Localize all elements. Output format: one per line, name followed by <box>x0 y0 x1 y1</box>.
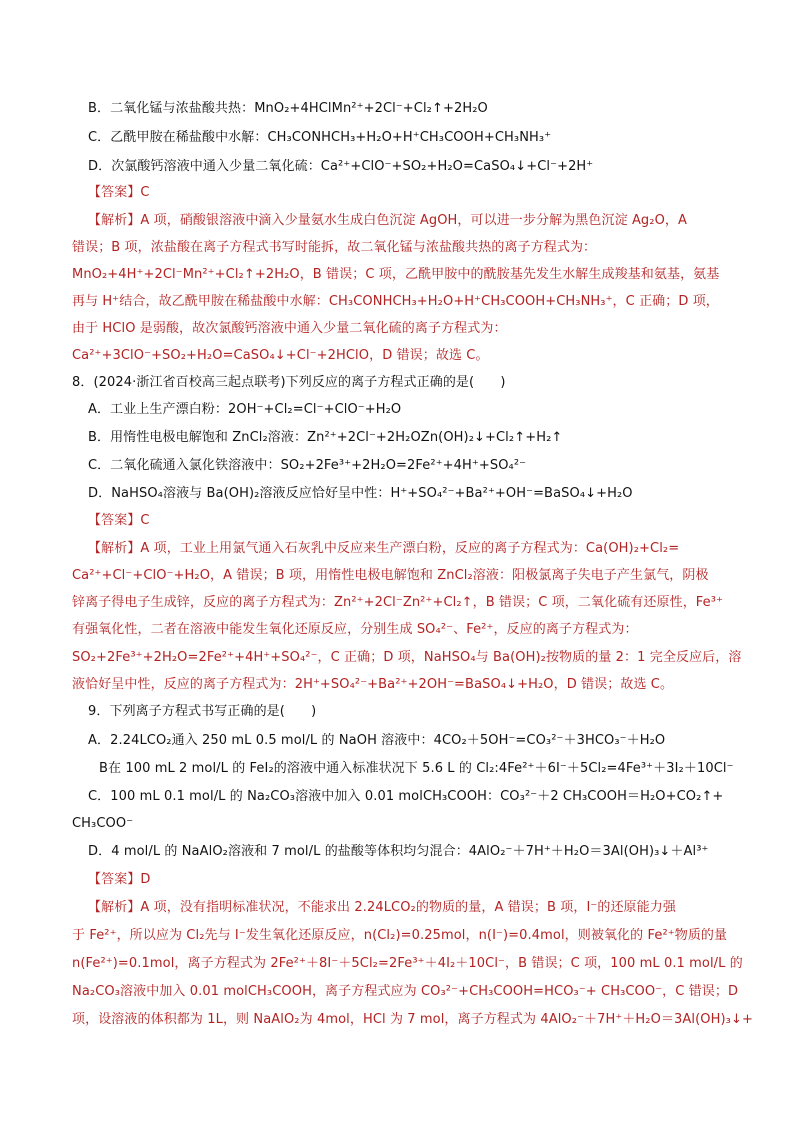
answer-line: 【答案】C <box>88 185 150 200</box>
explanation-line: SO₂+2Fe³⁺+2H₂O=2Fe²⁺+4H⁺+SO₄²⁻，C 正确；D 项，NaHSO₄与 Ba(OH)₂按物质的量 2：1 完全反应后，溶 <box>72 650 742 665</box>
option-d-line: D．4 mol/L 的 NaAlO₂溶液和 7 mol/L 的盐酸等体积均匀混合：4AlO₂⁻＋7H⁺＋H₂O＝3Al(OH)₃↓＋Al³⁺ <box>88 844 709 859</box>
option-a-line: A．工业上生产漂白粉：2OH⁻+Cl₂=Cl⁻+ClO⁻+H₂O <box>88 402 402 417</box>
explanation-line: Ca²⁺+Cl⁻+ClO⁻+H₂O，A 错误；B 项，用惰性电极电解饱和 ZnCl₂溶液：阳极氯离子失电子产生氯气，阴极 <box>72 568 709 583</box>
option-c-line: C．100 mL 0.1 mol/L 的 Na₂CO₃溶液中加入 0.01 molCH₃COOH：CO₃²⁻＋2 CH₃COOH＝H₂O+CO₂↑+ <box>88 789 724 804</box>
option-d-line: D．次氯酸钙溶液中通入少量二氧化硫：Ca²⁺+ClO⁻+SO₂+H₂O=CaSO₄↓+Cl⁻+2H⁺ <box>88 159 594 174</box>
explanation-line: 项，设溶液的体积都为 1L，则 NaAlO₂为 4mol，HCl 为 7 mol，离子方程式为 4AlO₂⁻＋7H⁺＋H₂O＝3Al(OH)₃↓+ <box>72 1012 753 1027</box>
explanation-line: 有强氧化性，二者在溶液中能发生氧化还原反应，分别生成 SO₄²⁻、Fe²⁺，反应的离子方程式为： <box>72 622 638 637</box>
explanation-line: 于 Fe²⁺，所以应为 Cl₂先与 I⁻发生氧化还原反应，n(Cl₂)=0.25mol，n(I⁻)=0.4mol，则被氧化的 Fe²⁺物质的量 <box>72 928 728 943</box>
option-b-line: B．二氧化锰与浓盐酸共热：MnO₂+4HClMn²⁺+2Cl⁻+Cl₂↑+2H₂O <box>88 101 488 116</box>
explanation-line: 再与 H⁺结合，故乙酰甲胺在稀盐酸中水解：CH₃CONHCH₃+H₂O+H⁺CH₃COOH+CH₃NH₃⁺，C 正确；D 项， <box>72 294 719 309</box>
option-d-line: D．NaHSO₄溶液与 Ba(OH)₂溶液反应恰好呈中性：H⁺+SO₄²⁻+Ba²⁺+OH⁻=BaSO₄↓+H₂O <box>88 486 633 501</box>
option-c-line: C．二氧化硫通入氯化铁溶液中：SO₂+2Fe³⁺+2H₂O=2Fe²⁺+4H⁺+SO₄²⁻ <box>88 458 527 473</box>
explanation-line: 错误；B 项，浓盐酸在离子方程式书写时能拆，故二氧化锰与浓盐酸共热的离子方程式为： <box>72 240 597 255</box>
option-c-continuation: CH₃COO⁻ <box>72 816 134 831</box>
option-c-line: C．乙酰甲胺在稀盐酸中水解：CH₃CONHCH₃+H₂O+H⁺CH₃COOH+CH₃NH₃⁺ <box>88 130 552 145</box>
answer-line: 【答案】C <box>88 513 150 528</box>
explanation-line: 【解析】A 项，工业上用氯气通入石灰乳中反应来生产漂白粉，反应的离子方程式为：Ca(OH)₂+Cl₂= <box>88 541 680 556</box>
explanation-line: 锌离子得电子生成锌，反应的离子方程式为：Zn²⁺+2Cl⁻Zn²⁺+Cl₂↑，B 错误；C 项，二氧化硫有还原性，Fe³⁺ <box>72 595 724 610</box>
explanation-line: 【解析】A 项，硝酸银溶液中滴入少量氨水生成白色沉淀 AgOH，可以进一步分解为黑色沉淀 Ag₂O，A <box>88 213 688 228</box>
explanation-line: 液恰好呈中性，反应的离子方程式为：2H⁺+SO₄²⁻+Ba²⁺+2OH⁻=BaSO₄↓+H₂O，D 错误；故选 C。 <box>72 677 674 692</box>
option-b-line: B．用惰性电极电解饱和 ZnCl₂溶液：Zn²⁺+2Cl⁻+2H₂OZn(OH)₂↓+Cl₂↑+H₂↑ <box>88 430 563 445</box>
option-b-line: B在 100 mL 2 mol/L 的 FeI₂的溶液中通入标准状况下 5.6 L 的 Cl₂:4Fe²⁺＋6I⁻＋5Cl₂=4Fe³⁺＋3I₂＋10Cl⁻ <box>99 761 734 776</box>
explanation-line: Ca²⁺+3ClO⁻+SO₂+H₂O=CaSO₄↓+Cl⁻+2HClO，D 错误；故选 C。 <box>72 348 489 363</box>
explanation-line: MnO₂+4H⁺+2Cl⁻Mn²⁺+Cl₂↑+2H₂O，B 错误；C 项，乙酰甲胺中的酰胺基先发生水解生成羧基和氨基，氨基 <box>72 267 720 282</box>
explanation-line: 由于 HClO 是弱酸，故次氯酸钙溶液中通入少量二氧化硫的离子方程式为： <box>72 321 507 336</box>
answer-line: 【答案】D <box>88 872 151 887</box>
question-8-stem: 8．(2024·浙江省百校高三起点联考)下列反应的离子方程式正确的是( ) <box>72 375 506 390</box>
explanation-line: 【解析】A 项，没有指明标准状况，不能求出 2.24LCO₂的物质的量，A 错误；B 项，I⁻的还原能力强 <box>88 900 676 915</box>
question-9-stem: 9．下列离子方程式书写正确的是( ) <box>88 704 317 719</box>
explanation-line: n(Fe²⁺)=0.1mol，离子方程式为 2Fe²⁺＋8I⁻＋5Cl₂=2Fe³⁺＋4I₂＋10Cl⁻，B 错误；C 项，100 mL 0.1 mol/L 的 <box>72 956 743 971</box>
option-a-line: A．2.24LCO₂通入 250 mL 0.5 mol/L 的 NaOH 溶液中：4CO₂＋5OH⁻=CO₃²⁻＋3HCO₃⁻＋H₂O <box>88 733 666 748</box>
explanation-line: Na₂CO₃溶液中加入 0.01 molCH₃COOH，离子方程式应为 CO₃²⁻+CH₃COOH=HCO₃⁻+ CH₃COO⁻，C 错误；D <box>72 984 739 999</box>
